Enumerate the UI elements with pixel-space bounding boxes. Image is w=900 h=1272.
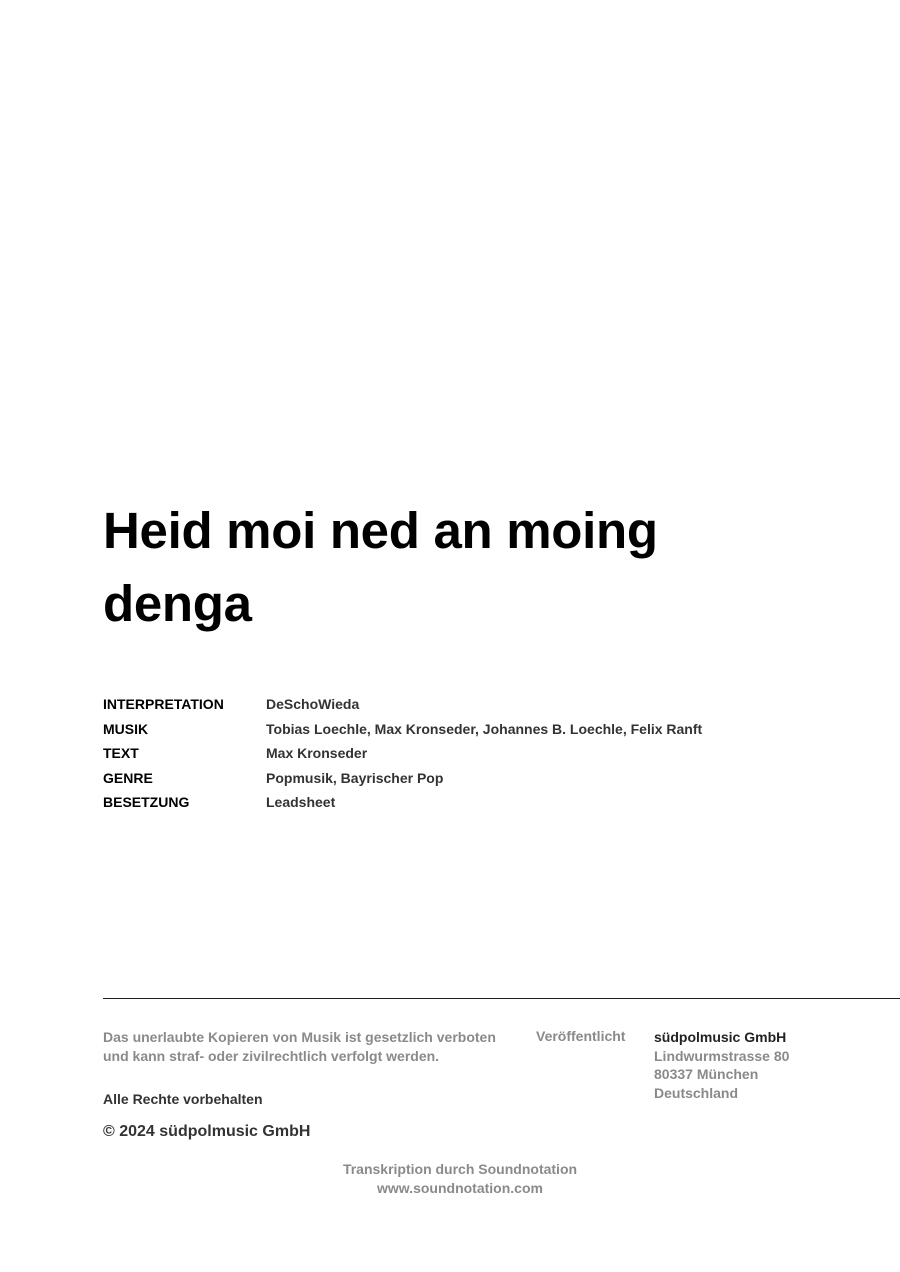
legal-notice — [103, 1028, 513, 1065]
metadata-row-besetzung — [103, 790, 863, 815]
metadata-value: Tobias Loechle, Max Kronseder, Johannes B. Loechle, Felix Ranft — [266, 720, 703, 737]
publisher-address — [654, 1028, 789, 1102]
metadata-value: Popmusik, Bayrischer Pop — [266, 769, 444, 786]
metadata-key: GENRE — [103, 769, 153, 786]
metadata-key: INTERPRETATION — [103, 696, 224, 713]
metadata-row-text — [103, 741, 863, 766]
publisher-city: 80337 München — [654, 1066, 759, 1082]
legal-notice-line: und kann straf- oder zivilrechtlich verfolgt werden. — [103, 1047, 440, 1064]
copyright-notice: © 2024 südpolmusic GmbH — [103, 1123, 311, 1140]
metadata-key: BESETZUNG — [103, 794, 190, 811]
metadata-key: TEXT — [103, 745, 139, 762]
metadata-value: Leadsheet — [266, 794, 336, 811]
metadata-key: MUSIK — [103, 720, 149, 737]
page-title: Heid moi ned an moing denga — [103, 502, 658, 632]
legal-notice-line: Das unerlaubte Kopieren von Musik ist gesetzlich verboten — [103, 1029, 496, 1045]
transcription-credit — [0, 1160, 900, 1198]
publisher-street: Lindwurmstrasse 80 — [654, 1047, 790, 1064]
transcription-url: www.soundnotation.com — [377, 1180, 543, 1196]
rights-reserved: Alle Rechte vorbehalten — [103, 1091, 263, 1107]
metadata-row-genre — [103, 766, 863, 791]
metadata-table — [103, 692, 863, 815]
publisher-name: südpolmusic GmbH — [654, 1029, 787, 1045]
metadata-row-interpretation — [103, 692, 863, 717]
publisher-country: Deutschland — [654, 1084, 739, 1101]
published-label: Veröffentlicht — [536, 1028, 626, 1044]
metadata-row-musik — [103, 717, 863, 742]
metadata-value: DeSchoWieda — [266, 696, 360, 713]
transcription-line: Transkription durch Soundnotation — [342, 1161, 578, 1177]
metadata-value: Max Kronseder — [266, 745, 368, 762]
footer-divider — [103, 998, 900, 999]
